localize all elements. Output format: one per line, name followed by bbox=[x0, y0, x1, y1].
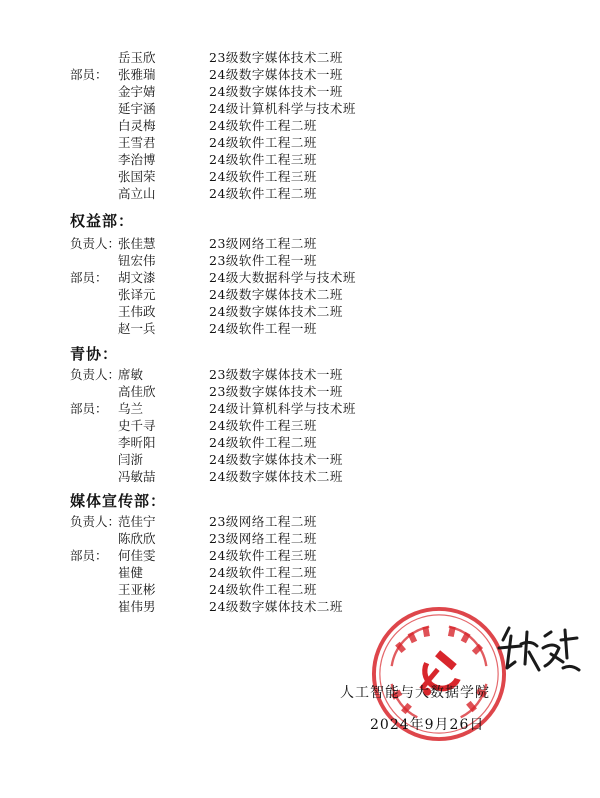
member-class: 23级网络工程二班 bbox=[209, 236, 317, 251]
role-label: 部员： bbox=[70, 401, 108, 416]
organization-name: 人工智能与大数据学院 bbox=[340, 685, 490, 701]
role-label: 负责人： bbox=[70, 514, 121, 529]
member-name: 高佳欣 bbox=[118, 384, 156, 399]
member-name: 崔伟男 bbox=[118, 599, 156, 614]
member-name: 岳玉欣 bbox=[118, 50, 156, 65]
member-name: 张国荣 bbox=[118, 169, 156, 184]
member-class: 24级软件工程一班 bbox=[209, 321, 317, 336]
member-name: 张佳慧 bbox=[118, 236, 156, 251]
member-name: 席敏 bbox=[118, 367, 144, 382]
member-name: 王亚彬 bbox=[118, 582, 156, 597]
member-class: 24级软件工程三班 bbox=[209, 418, 317, 433]
member-class: 24级软件工程二班 bbox=[209, 186, 317, 201]
member-class: 24级数字媒体技术一班 bbox=[209, 84, 343, 99]
member-name: 张译元 bbox=[118, 287, 156, 302]
member-name: 金宇婧 bbox=[118, 84, 156, 99]
member-name: 延宇涵 bbox=[118, 101, 156, 116]
member-name: 冯敏喆 bbox=[118, 469, 156, 484]
member-name: 李昕阳 bbox=[118, 435, 156, 450]
member-name: 白灵梅 bbox=[118, 118, 156, 133]
member-name: 高立山 bbox=[118, 186, 156, 201]
member-class: 24级软件工程二班 bbox=[209, 135, 317, 150]
section-title: 青协： bbox=[70, 345, 119, 363]
member-name: 李治博 bbox=[118, 152, 156, 167]
member-class: 23级数字媒体技术一班 bbox=[209, 367, 343, 382]
member-name: 闫浙 bbox=[118, 452, 144, 467]
member-class: 24级数字媒体技术二班 bbox=[209, 287, 343, 302]
member-class: 24级数字媒体技术一班 bbox=[209, 67, 343, 82]
member-class: 23级数字媒体技术二班 bbox=[209, 50, 343, 65]
role-label: 部员： bbox=[70, 67, 108, 82]
member-class: 23级网络工程二班 bbox=[209, 514, 317, 529]
member-name: 王伟政 bbox=[118, 304, 156, 319]
member-class: 24级数字媒体技术二班 bbox=[209, 304, 343, 319]
member-class: 24级数字媒体技术二班 bbox=[209, 469, 343, 484]
member-name: 范佳宁 bbox=[118, 514, 156, 529]
member-name: 胡文漆 bbox=[118, 270, 156, 285]
member-class: 24级软件工程二班 bbox=[209, 582, 317, 597]
role-label: 负责人： bbox=[70, 367, 121, 382]
member-class: 24级计算机科学与技术班 bbox=[209, 401, 356, 416]
member-class: 23级软件工程一班 bbox=[209, 253, 317, 268]
member-name: 陈欣欣 bbox=[118, 531, 156, 546]
member-name: 王雪君 bbox=[118, 135, 156, 150]
member-name: 乌兰 bbox=[118, 401, 144, 416]
signed-date: 2024年9月26日 bbox=[370, 717, 485, 733]
member-class: 24级软件工程二班 bbox=[209, 435, 317, 450]
member-name: 钮宏伟 bbox=[118, 253, 156, 268]
member-class: 24级软件工程三班 bbox=[209, 152, 317, 167]
member-class: 24级数字媒体技术一班 bbox=[209, 452, 343, 467]
member-class: 23级网络工程二班 bbox=[209, 531, 317, 546]
member-name: 史千寻 bbox=[118, 418, 156, 433]
member-class: 24级软件工程三班 bbox=[209, 548, 317, 563]
member-class: 24级数字媒体技术二班 bbox=[209, 599, 343, 614]
member-class: 24级计算机科学与技术班 bbox=[209, 101, 356, 116]
member-name: 崔健 bbox=[118, 565, 144, 580]
member-class: 23级数字媒体技术一班 bbox=[209, 384, 343, 399]
role-label: 部员： bbox=[70, 548, 108, 563]
signature-icon bbox=[493, 618, 583, 688]
section-title: 媒体宣传部： bbox=[70, 492, 167, 510]
role-label: 负责人： bbox=[70, 236, 121, 251]
member-name: 何佳雯 bbox=[118, 548, 156, 563]
section-title: 权益部： bbox=[70, 212, 135, 230]
member-class: 24级软件工程二班 bbox=[209, 565, 317, 580]
member-name: 赵一兵 bbox=[118, 321, 156, 336]
member-class: 24级大数据科学与技术班 bbox=[209, 270, 356, 285]
role-label: 部员： bbox=[70, 270, 108, 285]
member-name: 张雅瑞 bbox=[118, 67, 156, 82]
member-class: 24级软件工程三班 bbox=[209, 169, 317, 184]
member-class: 24级软件工程二班 bbox=[209, 118, 317, 133]
